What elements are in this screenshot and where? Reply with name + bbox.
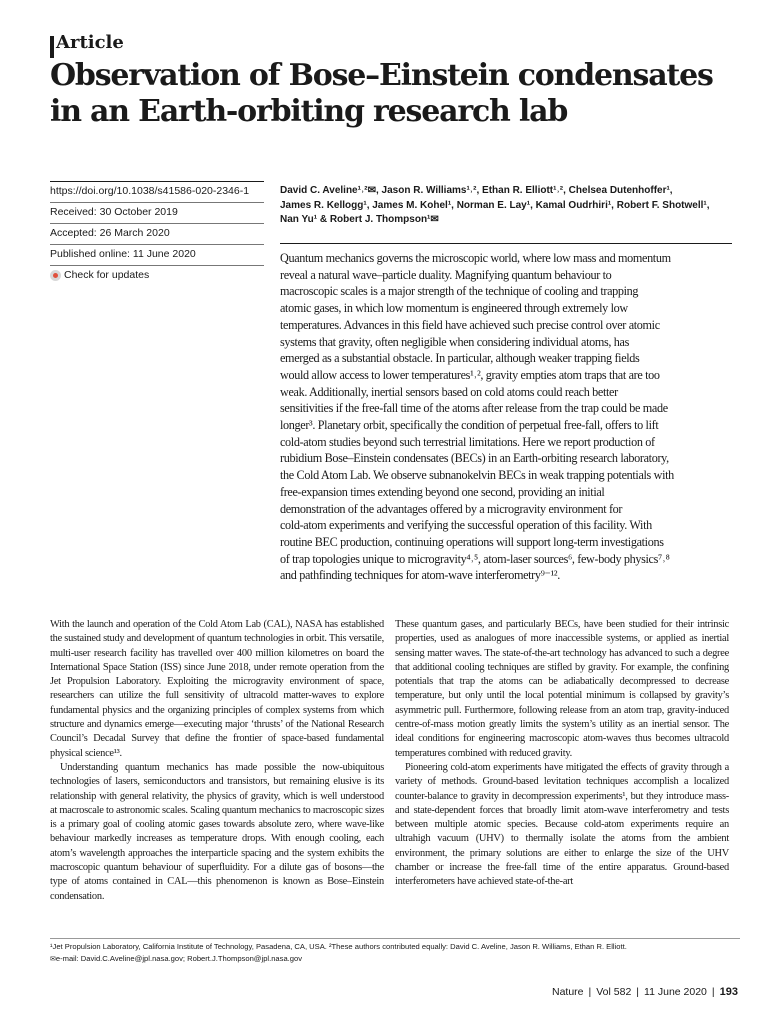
author-list [280, 184, 720, 228]
body-paragraph: With the launch and operation of the Cold Atom Lab (CAL), NASA has established the sustained study and development of quantum technologies in orbit. This versatile, multi-user research facility has travelled over 400 million kilometres on board the International Space Station (ISS) since June 2018, under remote operation from the Jet Propulsion Laboratory. Exploiting the microgravity environment of space, researchers can utilize the full sensitivity of ultracold matter-waves to explore fundamental physics and the organizing principles of complex systems from which structure and dynamics emerge—executing major ‘thrusts’ of the National Research Council’s Decadal Survey that define the frontier of space-based fundamental physical science¹³. [50, 619, 384, 759]
abstract-line: would allow access to lower temperatures¹˒², gravity empties atom traps that are too [280, 367, 660, 382]
abstract-line: rubidium Bose–Einstein condensates (BECs) in an Earth-orbiting research laboratory, [280, 451, 669, 466]
footer-separator: | [588, 986, 592, 998]
author-line-1: David C. Aveline¹˒²✉, Jason R. Williams¹˒², Ethan R. Elliott¹˒², Chelsea Dutenhoffer¹, [280, 185, 673, 196]
journal-name: Nature [552, 986, 584, 998]
abstract [280, 250, 730, 584]
section-marker-bar [50, 36, 54, 58]
footer-separator: | [636, 986, 640, 998]
abstract-divider [280, 243, 732, 244]
published-date: Published online: 11 June 2020 [50, 244, 264, 265]
accepted-date: Accepted: 26 March 2020 [50, 223, 264, 244]
article-metadata [50, 181, 264, 286]
author-line-3: Nan Yu¹ & Robert J. Thompson¹✉ [280, 214, 439, 225]
body-column-right [395, 618, 729, 890]
abstract-line: longer³. Planetary orbit, specifically the condition of perpetual free-fall, offers to lift [280, 418, 659, 433]
author-line-2: James R. Kellogg¹, James M. Kohel¹, Norman E. Lay¹, Kamal Oudrhiri¹, Robert F. Shotwell¹, [280, 199, 710, 211]
abstract-line: and pathfinding techniques for atom-wave interferometry⁹⁻¹². [280, 568, 560, 583]
abstract-line: routine BEC production, continuing operations will support long-term investigations [280, 534, 664, 549]
body-paragraph: These quantum gases, and particularly BECs, have been studied for their intrinsic properties, used as analogues of more inaccessible systems, or applied as inertial sensing matter waves. The state-of-the-art technology has advanced to such a degree that additional cooling techniques are stifled by gravity. For example, the confining potentials that trap the atoms can be adiabatically decompressed to decrease temperature, but only until the local potential minimum is collapsed by gravity’s asymmetric pull. Furthermore, following release from an atom trap, gravity-induced centre-of-mass motion greatly limits the system’s utility as an inertial sensor. The ideal conditions for engineering macroscopic atom-waves thus becomes ultracold temperatures combined with reduced gravity. [395, 619, 729, 759]
abstract-line: demonstration of the advantages offered by a microgravity environment for [280, 501, 623, 516]
email-text[interactable]: e-mail: David.C.Aveline@jpl.nasa.gov; Robert.J.Thompson@jpl.nasa.gov [55, 954, 303, 963]
affiliations-footnote: ¹Jet Propulsion Laboratory, California Institute of Technology, Pasadena, CA, USA. ²These authors contributed equally: David C. Aveline, Jason R. Williams, Ethan R. Elliott. [50, 942, 627, 951]
section-label: Article [56, 32, 124, 53]
email-footnote [50, 953, 740, 966]
article-title [50, 58, 740, 130]
envelope-icon: ✉ [50, 956, 56, 963]
abstract-line: weak. Additionally, inertial sensors based on cold atoms could reach better [280, 384, 618, 399]
check-updates-icon [50, 270, 61, 281]
body-paragraph: Understanding quantum mechanics has made possible the now-ubiquitous technologies of lasers, semiconductors and transistors, but remaining elusive is its relationship with general relativity, the physics of gravity, which is well understood at macroscale to astronomic scales. Scaling quantum mechanics to macroscopic sizes is a primary goal of cooling atomic gases towards absolute zero, where wave-like behaviour markedly increases as temperature drops. With enough cooling, each atom’s wavelength approaches the interparticle spacing and the system exhibits the macroscopic quantum behaviour of superfluidity. For a dilute gas of bosons—the type of atoms contained in CAL—this phenomenon is known as Bose–Einstein condensation. [50, 761, 384, 902]
volume: Vol 582 [596, 986, 632, 998]
abstract-line: Quantum mechanics governs the microscopic world, where low mass and momentum [280, 251, 671, 265]
issue-date: 11 June 2020 [644, 986, 707, 998]
body-column-left [50, 618, 384, 904]
abstract-line: atomic gases, in which low momentum is engineered through extremely low [280, 301, 628, 316]
abstract-line: temperatures. Advances in this field have achieved such precise control over atomic [280, 317, 660, 332]
footnotes [50, 938, 740, 966]
abstract-line: free-expansion times extending beyond one second, providing an initial [280, 484, 605, 499]
page-footer [552, 986, 738, 998]
abstract-line: sensitivities if the free-fall time of the atoms after release from the trap could be made [280, 401, 668, 416]
doi-link[interactable]: https://doi.org/10.1038/s41586-020-2346-1 [50, 181, 264, 202]
abstract-line: reveal a natural wave–particle duality. Magnifying quantum behaviour to [280, 267, 612, 282]
abstract-line: of trap topologies unique to microgravity⁴˒⁵, atom-laser sources⁶, few-body physics⁷˒⁸ [280, 551, 670, 566]
abstract-line: the Cold Atom Lab. We observe subnanokelvin BECs in weak trapping potentials with [280, 468, 674, 483]
abstract-line: emerged as a substantial obstacle. In particular, although weaker trapping fields [280, 351, 640, 366]
check-for-updates-label: Check for updates [64, 269, 150, 281]
page-number: 193 [719, 986, 738, 998]
received-date: Received: 30 October 2019 [50, 202, 264, 223]
footer-separator: | [711, 986, 715, 998]
body-paragraph: Pioneering cold-atom experiments have mitigated the effects of gravity through a variety of methods. Ground-based levitation techniques accomplish a localized counter-balance to gravity in decompression experiments¹, but they introduce mass- and state-dependent forces that broadly limit atom-wave interferometry and tests between multiple atomic species. Because cold-atom experiments require an ultrahigh vacuum (UHV) to thermally isolate the atoms from the ambient environment, the primary solutions are either to enlarge the size of the UHV chamber or increase the free-fall time of the entire apparatus. Ground-based interferometers have achieved state-of-the-art [395, 761, 729, 888]
abstract-line: cold-atom studies beyond such terrestrial limitations. Here we report production of [280, 434, 655, 449]
abstract-line: cold-atom experiments and verifying the successful operation of this facility. With [280, 518, 652, 533]
title-line-2: in an Earth-orbiting research lab [50, 94, 568, 129]
check-for-updates-link[interactable] [50, 265, 264, 286]
abstract-line: macroscopic scales is a major strength of the technique of cooling and trapping [280, 284, 639, 299]
abstract-line: systems that gravity, often negligible when considering individual atoms, has [280, 334, 629, 349]
title-line-1: Observation of Bose–Einstein condensates [50, 58, 713, 93]
